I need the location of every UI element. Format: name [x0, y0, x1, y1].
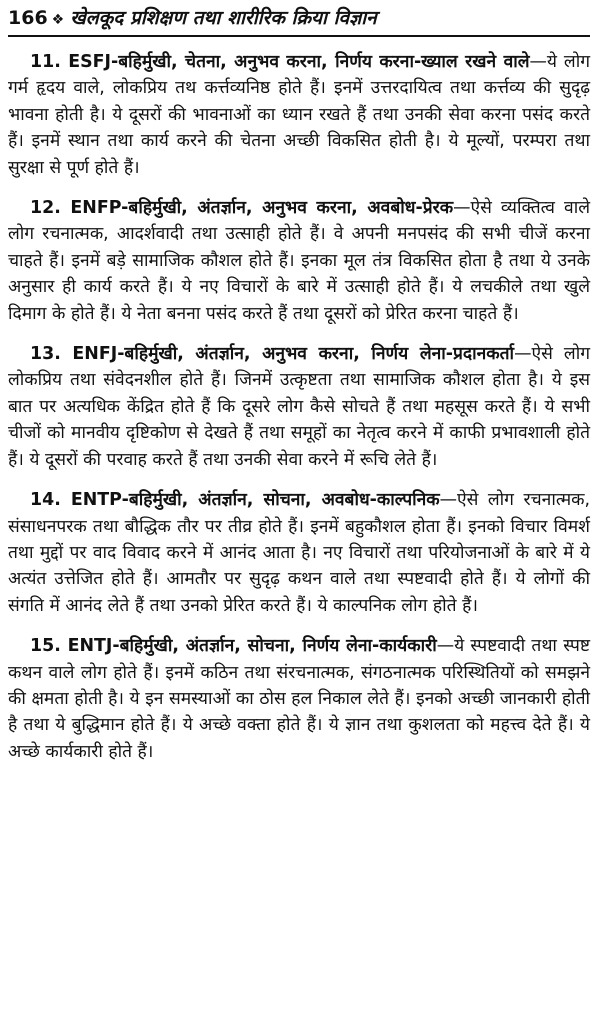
diamond-ornament-icon: ❖: [51, 12, 65, 28]
running-head: [8, 4, 590, 37]
entry-body: —ये स्पष्टवादी तथा स्पष्ट कथन वाले लोग होते हैं। इनमें कठिन तथा संरचनात्मक, संगठनात्मक परिस्थितियों को समझने की क्षमता होती है। ये इन समस्याओं का ठोस हल निकाल लेते हैं। इनको अच्छी जानकारी होती है तथा ये बुद्धिमान होते हैं। ये अच्छे वक्ता होते हैं। ये ज्ञान तथा कुशलता को महत्त्व देते हैं। ये अच्छे कार्यकारी होते हैं।: [8, 636, 590, 762]
entry-heading: 14. ENTP-बहिर्मुखी, अंतर्ज्ञान, सोचना, अवबोध-काल्पनिक: [30, 490, 440, 511]
entry-14: [8, 487, 590, 619]
entry-13: [8, 341, 590, 473]
entry-body: —ऐसे लोग लोकप्रिय तथा संवेदनशील होते हैं। जिनमें उत्कृष्टता तथा सामाजिक कौशल होता है। ये इस बात पर अत्यधिक केंद्रित होते हैं कि दूसरे लोग कैसे सोचते हैं तथा महसूस करते हैं। ये सभी चीजों को मानवीय दृष्टिकोण से देखते हैं तथा समूहों का नेतृत्व करने में काफी प्रभावशाली होते हैं। ये दूसरों की परवाह करते हैं तथा उनकी सेवा करने में रूचि लेते हैं।: [8, 344, 590, 470]
entry-body: —ये लोग गर्म हृदय वाले, लोकप्रिय तथ कर्त्तव्यनिष्ठ होते हैं। इनमें उत्तरदायित्व तथा कर्त्तव्य की सुदृढ़ भावना होती है। ये दूसरों की भावनाओं का ध्यान रखते हैं तथा उनकी सेवा करना पसंद करते हैं। इनमें स्थान तथा कार्य करने की चेतना अच्छी विकसित होती है। ये मूल्यों, परम्परा तथा सुरक्षा से पूर्ण होते हैं।: [8, 52, 590, 178]
entry-15: [8, 633, 590, 765]
entry-heading: 15. ENTJ-बहिर्मुखी, अंतर्ज्ञान, सोचना, निर्णय लेना-कार्यकारी: [30, 636, 437, 657]
entry-heading: 12. ENFP-बहिर्मुखी, अंतर्ज्ञान, अनुभव करना, अवबोध-प्रेरक: [30, 198, 454, 219]
entry-body: —ऐसे लोग रचनात्मक, संसाधनपरक तथा बौद्धिक तौर पर तीव्र होते हैं। इनमें बहुकौशल होता हैं। इनको विचार विमर्श तथा मुद्दों पर वाद विवाद करने में आनंद आता है। नए विचारों तथा परियोजनाओं के बारे में ये अत्यंत उत्तेजित होते हैं। आमतौर पर सुदृढ़ कथन वाले तथा स्पष्टवादी होते हैं। ये लोगों की संगति में आनंद लेते हैं तथा उनको प्रेरित करते हैं। ये काल्पनिक लोग होते हैं।: [8, 490, 590, 616]
entry-heading: 11. ESFJ-बहिर्मुखी, चेतना, अनुभव करना, निर्णय करना-ख्याल रखने वाले: [30, 52, 530, 72]
entry-heading: 13. ENFJ-बहिर्मुखी, अंतर्ज्ञान, अनुभव करना, निर्णय लेना-प्रदानकर्ता: [30, 344, 515, 365]
entry-body: —ऐसे व्यक्तित्व वाले लोग रचनात्मक, आदर्शवादी तथा उत्साही होते हैं। वे अपनी मनपसंद की सभी चीजें करना चाहते हैं। इनमें बड़े सामाजिक कौशल होते हैं। इनका मूल तंत्र विकसित होता है तथा ये उनके अनुसार ही कार्य करते हैं। ये नए विचारों के बारे में उत्साही होते हैं। ये लचकीले तथा खुले दिमाग के होते हैं। ये नेता बनना पसंद करते हैं तथा दूसरों को प्रेरित करना चाहते हैं।: [8, 198, 590, 324]
entry-11: [8, 49, 590, 181]
book-title: खेलकूद प्रशिक्षण तथा शारीरिक क्रिया विज्ञान: [70, 7, 377, 29]
entry-12: [8, 195, 590, 327]
page-number: 166: [8, 7, 48, 29]
